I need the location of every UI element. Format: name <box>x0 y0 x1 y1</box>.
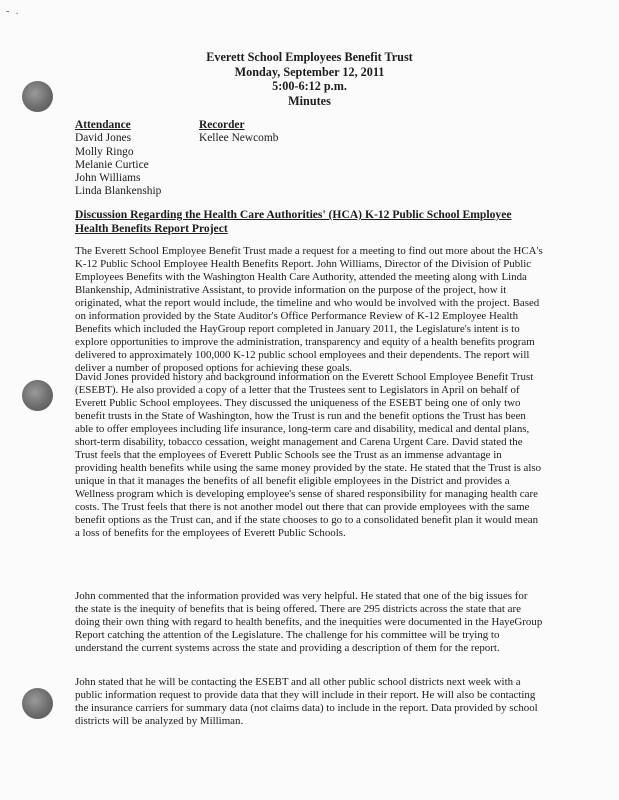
title-minutes: Minutes <box>288 93 331 108</box>
paragraph-john-comments: John commented that the information provided was very helpful. He stated that one of the big issues for the state is the inequity of benefits that is being offered. There are 295 districts across the state that are doing their own thing with regard to health benefits, and the inequities were documented in the HayeGroup Report catching the attention of the Legislature. The challenge for his committee will be trying to understand the current systems across the state and providing a description of them for the report. <box>75 590 543 654</box>
title-time: 5:00-6:12 p.m. <box>272 79 347 93</box>
recorder-block <box>199 119 278 146</box>
scan-mark: - . <box>6 6 21 17</box>
recorder-name: Kellee Newcomb <box>199 132 279 145</box>
attendee-name: David Jones <box>75 132 131 145</box>
attendance-heading: Attendance <box>75 119 131 131</box>
punch-hole-bottom <box>22 688 53 719</box>
attendee-name: Melanie Curtice <box>75 158 149 171</box>
attendance-list <box>75 119 161 199</box>
title-organization: Everett School Employees Benefit Trust <box>206 50 413 64</box>
paragraph-esebt-background: David Jones provided history and background information on the Everett School Employee Benefit Trust (ESEBT). He also provided a copy of a letter that the Trustees sent to Legislators in April on behalf of Everett Public School employees. They discussed the uniqueness of the ESEBT being one of only two benefit trusts in the State of Washington, how the Trust is run and the benefit options the Trust has been able to offer employees including life insurance, long-term care and disability, medical and dental plans, short-term disability, tobacco cessation, weight management and Carena Urgent Care. David stated the Trust feels that the employees of Everett Public Schools see the Trust as an immense advantage in providing health benefits while using the same money provided by the state. He stated that the Trust is also unique in that it manages the benefits of all benefit eligible employees in the District and provides a Wellness program which is developing employee's sense of shared responsibility for managing health care costs. The Trust feels that there is not another model out there that can provide employees with the same benefit options as the Trust can, and if the state chooses to go to a consolidated benefit plan it would mean a loss of benefits for the employees of Everett Public Schools. <box>75 371 542 539</box>
paragraph-next-steps: John stated that he will be contacting the ESEBT and all other public school districts next week with a public information request to provide data that they will include in their report. He will also be contacting the insurance carriers for summary data (not claims data) to include in the report. Data provided by school districts will be analyzed by Milliman. <box>75 676 538 727</box>
section-heading: Discussion Regarding the Health Care Authorities' (HCA) K-12 Public School Employee Health Benefits Report Project <box>75 208 512 235</box>
title-date: Monday, September 12, 2011 <box>234 64 385 79</box>
paragraph-meeting-purpose: The Everett School Employee Benefit Trust made a request for a meeting to find out more about the HCA's K-12 Public School Employee Health Benefits Report. John Williams, Director of the Division of Public Employees Benefits with the Washington Health Care Authority, attended the meeting along with Linda Blankenship, Administrative Assistant, to provide information on the purpose of the project, how it originated, what the report would include, the timeline and who would be involved with the project. Based on information provided by the State Auditor's Office Performance Review of K-12 Employee Health Benefits which included the HayGroup report completed in January 2011, the Legislature's intent is to explore opportunities to improve the administration, transparency and equity of a health benefits program delivered to approximately 100,000 K-12 public school employees and their dependents. The report will deliver a number of proposed options for achieving these goals. <box>75 245 543 374</box>
attendee-name: Linda Blankenship <box>75 185 162 198</box>
attendee-name: John Williams <box>75 172 141 185</box>
punch-hole-middle <box>22 380 53 411</box>
attendee-name: Molly Ringo <box>75 145 134 158</box>
recorder-heading: Recorder <box>199 119 245 131</box>
document-title <box>0 50 619 108</box>
